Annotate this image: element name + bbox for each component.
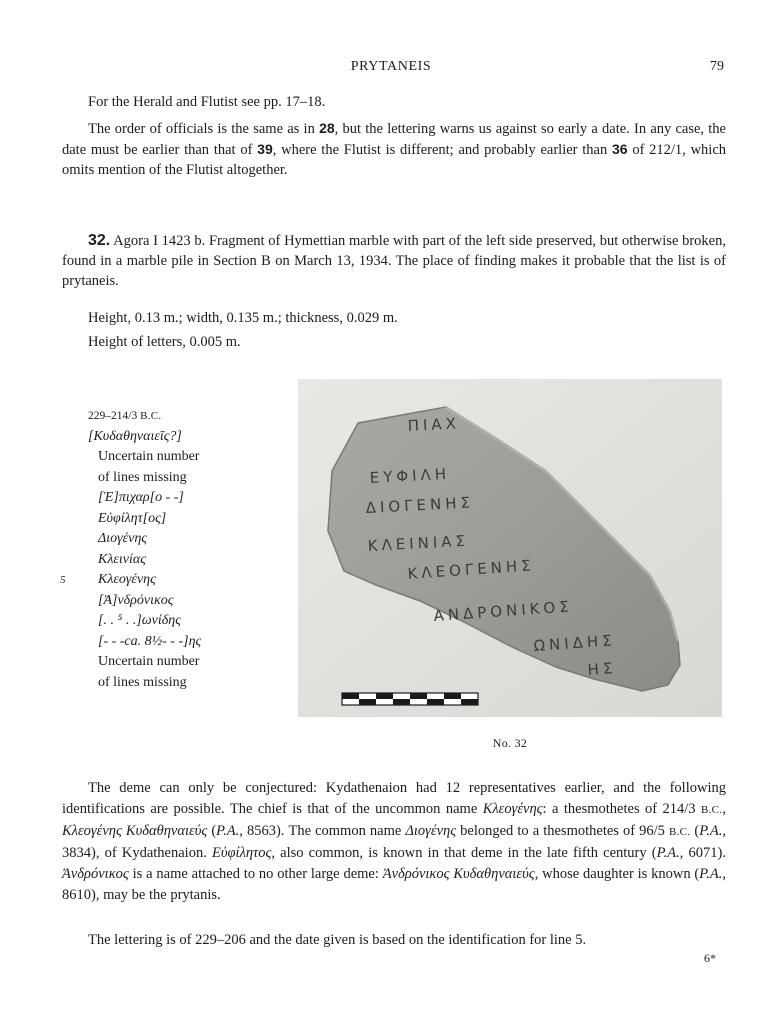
- text-run: , whose daughter is known (: [534, 866, 700, 882]
- photo-caption: No. 32: [492, 736, 528, 750]
- dimensions-line: Height, 0.13 m.; width, 0.135 m.; thickness, 0.029 m.: [88, 310, 398, 326]
- inscription-line: [60, 570, 288, 591]
- carved-letters: ΗΣ: [587, 659, 617, 679]
- inscription-line: Διογένης: [98, 531, 147, 546]
- text-run: , but the lettering warns us against so early a date. In any case, the date must be earlier than that of: [62, 121, 726, 158]
- text-run: (: [690, 823, 700, 839]
- reference-abbrev: P.A.: [656, 845, 680, 861]
- text-run: , where the Flutist is different; and probably earlier than: [272, 142, 612, 158]
- text-run: The deme can only be conjectured: Kydathenaion had 12 representatives earlier, and the following identifications are possible. The chief is that of the uncommon name: [62, 780, 726, 817]
- greek-name: Ἀνδρόνικος: [62, 866, 129, 882]
- inscription-line: Κλεινίας: [98, 551, 146, 567]
- text-run: , 8563). The common name: [239, 823, 406, 839]
- inscription-line: of lines missing: [98, 674, 187, 690]
- text-run: belonged to a thesmothetes of 96/5: [456, 823, 669, 839]
- inscription-line: [- - -ca. 8½- - -]ης: [98, 633, 202, 649]
- signature-mark: 6*: [704, 951, 716, 965]
- carved-letters: ΚΛΕΟΓΕΝΗΣ: [407, 556, 536, 583]
- carved-letters: ΚΛΕΙΝΙΑΣ: [367, 531, 470, 555]
- text-run: , also common, is known in that deme in the late fifth century (: [271, 845, 657, 861]
- greek-name: Κλεογένης: [482, 801, 543, 817]
- era-abbrev: B.C.: [701, 804, 723, 816]
- entry-ref-28: 28: [319, 120, 335, 136]
- entry-ref-39: 39: [257, 141, 273, 157]
- text-run: of 212/1, which omits mention of the Flutist altogether.: [62, 142, 727, 178]
- inscription-line: [. . ⁵ . .]ωνίδης: [98, 613, 181, 628]
- stone-fragment-image: [298, 379, 722, 717]
- inscription-line: [Κυδαθηναιεῖς?]: [88, 428, 182, 444]
- greek-name: Ἀνδρόνικος Κυδαθηναιεύς: [382, 866, 535, 882]
- inscription-line: Uncertain number: [98, 449, 200, 464]
- entry-description: [62, 231, 726, 291]
- date-era: B.C.: [140, 410, 162, 422]
- inscription-date: [88, 406, 288, 427]
- line-number-marker: 5: [60, 574, 66, 586]
- text-run: : a thesmothetes of 214/3: [542, 801, 701, 817]
- running-title: PRYTANEIS: [350, 59, 432, 74]
- greek-name: Διογένης: [405, 823, 457, 839]
- inscription-photo: [298, 379, 722, 717]
- text-run: is a name attached to no other large deme:: [128, 866, 383, 882]
- entry-number: 32.: [88, 232, 111, 249]
- entry-text: Agora I 1423 b. Fragment of Hymettian marble with part of the left side preserved, but otherwise broken, found in a marble pile in Section Β on March 13, 1934. The place of finding makes it probable that the list is of prytaneis.: [62, 233, 726, 289]
- greek-name: Εὐφίλητος: [212, 845, 272, 861]
- page-number: 79: [710, 59, 724, 74]
- text-run: ,: [722, 801, 726, 817]
- inscription-line: Εὐφίλητ[ος]: [98, 510, 167, 526]
- text-run: (: [207, 823, 217, 839]
- carved-letters: ΩΝΙΔΗΣ: [533, 631, 617, 655]
- text-run: , 3834), of Kydathenaion.: [62, 823, 726, 861]
- reference-abbrev: P.A.: [216, 823, 240, 839]
- carved-letters: ΕΥΦΙΛΗ: [369, 464, 451, 487]
- reference-abbrev: P.A.: [699, 823, 723, 839]
- paragraph-herald-flutist: For the Herald and Flutist see pp. 17–18.: [88, 94, 326, 110]
- entry-ref-36: 36: [611, 141, 628, 157]
- inscription-line: [Ἐ]πιχαρ[ο - -]: [98, 490, 184, 505]
- letter-height-line: Height of letters, 0.005 m.: [88, 334, 241, 350]
- inscription-line: [Ἀ]νδρόνικος: [98, 592, 174, 608]
- inscription-line: of lines missing: [98, 469, 187, 485]
- era-abbrev: B.C.: [668, 826, 691, 838]
- carved-letters: ΑΝΔΡΟΝΙΚΟΣ: [433, 597, 574, 625]
- running-head: [0, 59, 782, 79]
- reference-abbrev: P.A.: [699, 866, 723, 882]
- greek-name: Κλεογένης Κυδαθηναιεύς: [62, 823, 208, 839]
- carved-letters: ΠΙΑΧ: [407, 414, 461, 435]
- inscription-line-text: Κλεογένης: [98, 572, 156, 587]
- carved-letters: ΔΙΟΓΕΝΗΣ: [365, 493, 475, 517]
- text-run: , 8610), may be the prytanis.: [62, 866, 726, 903]
- date-range: 229–214/3: [88, 410, 138, 422]
- paragraph-order-of-officials: [62, 118, 726, 180]
- text-run: , 6071).: [679, 845, 726, 861]
- inscription-line: Uncertain number: [98, 654, 200, 669]
- inscription-text: [60, 406, 288, 693]
- text-run: The order of officials is the same as in: [88, 121, 320, 137]
- paragraph-deme-discussion: [62, 778, 726, 906]
- scale-bar: [342, 693, 478, 705]
- paragraph-lettering-date: The lettering is of 229–206 and the date given is based on the identification for line 5.: [88, 932, 587, 948]
